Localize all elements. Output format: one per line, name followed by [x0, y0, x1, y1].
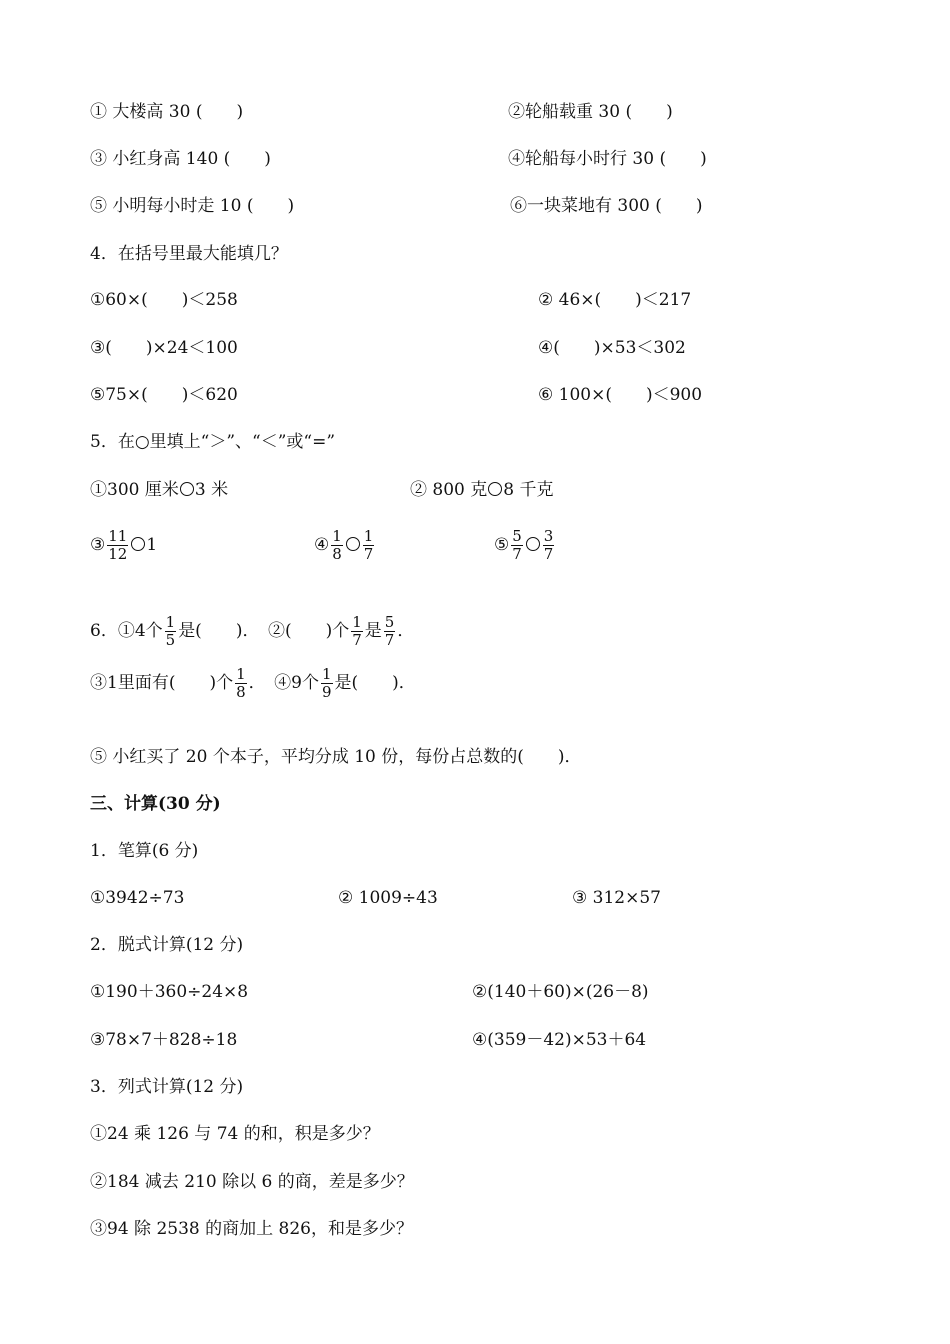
calc-3-item-2: ②184 减去 210 除以 6 的商，差是多少？: [90, 1172, 414, 1192]
q4-item-3: ③( )×24＜100: [90, 338, 238, 358]
q5-item-5: ⑤ $\frac{5}{7}$ $\frac{3}{7}$: [494, 527, 554, 563]
calc-1-item-3: ③ 312×57: [572, 888, 661, 908]
compare-circle-icon: [346, 537, 360, 551]
fraction: $\frac{1}{5}$: [165, 613, 176, 649]
q4-item-2: ② 46×( )＜217: [538, 290, 692, 310]
q4-title: 4．在括号里最大能填几？: [90, 244, 288, 264]
calc-3-item-3: ③94 除 2538 的商加上 826，和是多少？: [90, 1219, 413, 1239]
fraction: $\frac{1}{9}$: [321, 665, 332, 701]
calc-1-item-2: ② 1009÷43: [338, 888, 438, 908]
q4-item-5: ⑤75×( )＜620: [90, 385, 238, 405]
calc-2-item-4: ④(359－42)×53＋64: [472, 1030, 647, 1050]
q6-line-3: ⑤ 小红买了 20 个本子，平均分成 10 份，每份占总数的( )．: [90, 747, 582, 767]
unit-item-1: ① 大楼高 30 ( ): [90, 102, 244, 122]
calc-1-title: 1．笔算(6 分): [90, 841, 199, 861]
q5-title: 5．在○里填上“＞”、“＜”或“=”: [90, 432, 336, 452]
q5-item-3: ③ $\frac{11}{12}$ 1: [90, 527, 158, 563]
q4-item-6: ⑥ 100×( )＜900: [538, 385, 703, 405]
fraction: $\frac{1}{8}$: [236, 665, 246, 701]
q4-item-1: ①60×( )＜258: [90, 290, 238, 310]
unit-item-5: ⑤ 小明每小时走 10 ( ): [90, 196, 295, 216]
unit-item-6: ⑥一块菜地有 300 ( ): [510, 196, 703, 216]
compare-circle-icon: [131, 537, 145, 551]
fraction: $\frac{5}{7}$: [384, 613, 395, 649]
calc-2-item-1: ①190＋360÷24×8: [90, 982, 249, 1002]
q6-line-2: ③1里面有( )个 $\frac{1}{8}$ ． ④9个 $\frac{1}{9}$ 是( )．: [90, 665, 416, 701]
q4-item-4: ④( )×53＜302: [538, 338, 686, 358]
calc-1-item-1: ①3942÷73: [90, 888, 185, 908]
calc-2-title: 2．脱式计算(12 分): [90, 935, 244, 955]
unit-item-3: ③ 小红身高 140 ( ): [90, 149, 271, 169]
fraction: $\frac{1}{7}$: [363, 527, 374, 563]
fraction: $\frac{11}{12}$: [108, 527, 128, 563]
fraction: $\frac{1}{7}$: [352, 613, 362, 649]
q5-item-1: ①300 厘米 3 米: [90, 480, 229, 500]
unit-item-4: ④轮船每小时行 30 ( ): [508, 149, 707, 169]
fraction: $\frac{3}{7}$: [543, 527, 554, 563]
fraction: $\frac{1}{8}$: [332, 527, 342, 563]
compare-circle-icon: [488, 482, 502, 496]
unit-item-2: ②轮船载重 30 ( ): [508, 102, 673, 122]
calc-3-title: 3．列式计算(12 分): [90, 1077, 244, 1097]
calc-3-item-1: ①24 乘 126 与 74 的和，积是多少？: [90, 1124, 380, 1144]
compare-circle-icon: [526, 537, 540, 551]
calc-2-item-3: ③78×7＋828÷18: [90, 1030, 238, 1050]
q5-item-2: ② 800 克 8 千克: [410, 480, 554, 500]
fraction: $\frac{5}{7}$: [512, 527, 522, 563]
calc-2-item-2: ②(140＋60)×(26－8): [472, 982, 649, 1002]
compare-circle-icon: [180, 482, 194, 496]
q5-item-4: ④ $\frac{1}{8}$ $\frac{1}{7}$: [314, 527, 374, 563]
q6-line-1: 6．①4个 $\frac{1}{5}$ 是( )． ②( )个 $\frac{1}{7}$ 是 $\frac{5}{7}$ ．: [90, 613, 415, 649]
section-3-title: 三、计算(30 分): [90, 794, 221, 814]
